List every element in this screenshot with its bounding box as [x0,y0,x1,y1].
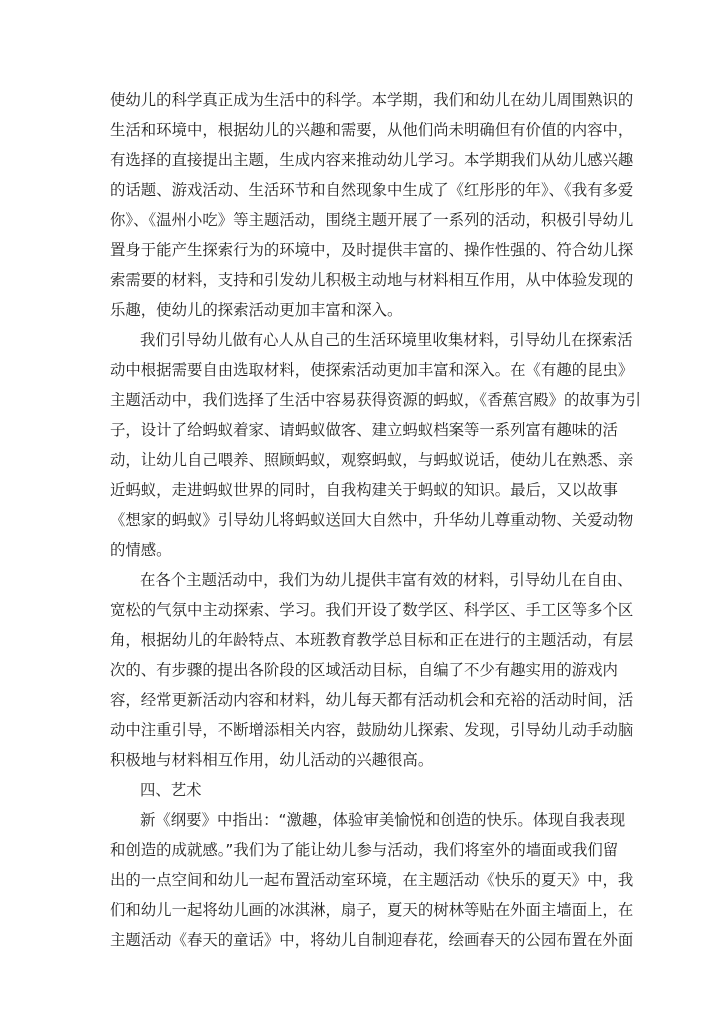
paragraph-first-line: 在各个主题活动中，我们为幼儿提供丰富有效的材料，引导幼儿在自由、 [140,571,633,589]
text-line: 有选择的直接提出主题，生成内容来推动幼儿学习。本学期我们从幼儿感兴趣 [110,151,634,169]
text-line: 们和幼儿一起将幼儿画的冰淇淋，扇子，夏天的树林等贴在外面主墙面上，在 [110,901,634,919]
text-line: 宽松的气氛中主动探索、学习。我们开设了数学区、科学区、手工区等多个区 [110,601,634,619]
text-line: 和创造的成就感。”我们为了能让幼儿参与活动，我们将室外的墙面或我们留 [110,841,619,859]
text-line: 使幼儿的科学真正成为生活中的科学。本学期，我们和幼儿在幼儿周围熟识的 [110,91,634,109]
text-line: 动中根据需要自由选取材料，使探索活动更加丰富和深入。在《有趣的昆虫》 [110,361,634,379]
text-line: 主题活动《春天的童话》中，将幼儿自制迎春花，绘画春天的公园布置在外面 [110,931,634,949]
section-heading: 四、艺术 [140,781,202,799]
text-line: 你》、《温州小吃》等主题活动，围绕主题开展了一系列的活动，积极引导幼儿 [110,211,634,229]
text-line: 主题活动中，我们选择了生活中容易获得资源的蚂蚁，《香蕉宫殿》的故事为引 [110,391,641,409]
text-line: 角，根据幼儿的年龄特点、本班教育教学总目标和正在进行的主题活动，有层 [110,631,634,649]
text-line: 《想家的蚂蚁》引导幼儿将蚂蚁送回大自然中，升华幼儿尊重动物、关爱动物 [110,511,634,529]
text-line: 积极地与材料相互作用，幼儿活动的兴趣很高。 [110,751,434,769]
text-line: 近蚂蚁，走进蚂蚁世界的同时，自我构建关于蚂蚁的知识。最后，又以故事 [110,481,618,499]
text-line: 出的一点空间和幼儿一起布置活动室环境，在主题活动《快乐的夏天》中，我 [110,871,634,889]
paragraph-first-line: 我们引导幼儿做有心人从自己的生活环境里收集材料，引导幼儿在探索活 [140,331,633,349]
text-line: 动，让幼儿自己喂养、照顾蚂蚁，观察蚂蚁，与蚂蚁说话，使幼儿在熟悉、亲 [110,451,634,469]
text-line: 子，设计了给蚂蚁着家、请蚂蚁做客、建立蚂蚁档案等一系列富有趣味的活 [110,421,618,439]
text-line: 的情感。 [110,541,172,559]
text-line: 生活和环境中，根据幼儿的兴趣和需要，从他们尚未明确但有价值的内容中， [110,121,634,139]
text-line: 置身于能产生探索行为的环境中，及时提供丰富的、操作性强的、符合幼儿探 [110,241,634,259]
text-line: 索需要的材料，支持和引发幼儿积极主动地与材料相互作用，从中体验发现的 [110,271,634,289]
text-line: 乐趣，使幼儿的探索活动更加丰富和深入。 [110,301,403,319]
paragraph-first-line: 新《纲要》中指出：“激趣，体验审美愉悦和创造的快乐。体现自我表现 [140,811,626,829]
text-line: 动中注重引导，不断增添相关内容，鼓励幼儿探索、发现，引导幼儿动手动脑 [110,721,634,739]
text-line: 的话题、游戏活动、生活环节和自然现象中生成了《红彤彤的年》、《我有多爱 [110,181,634,199]
text-line: 容，经常更新活动内容和材料，幼儿每天都有活动机会和充裕的活动时间，活 [110,691,634,709]
text-line: 次的、有步骤的提出各阶段的区域活动目标，自编了不少有趣实用的游戏内 [110,661,618,679]
